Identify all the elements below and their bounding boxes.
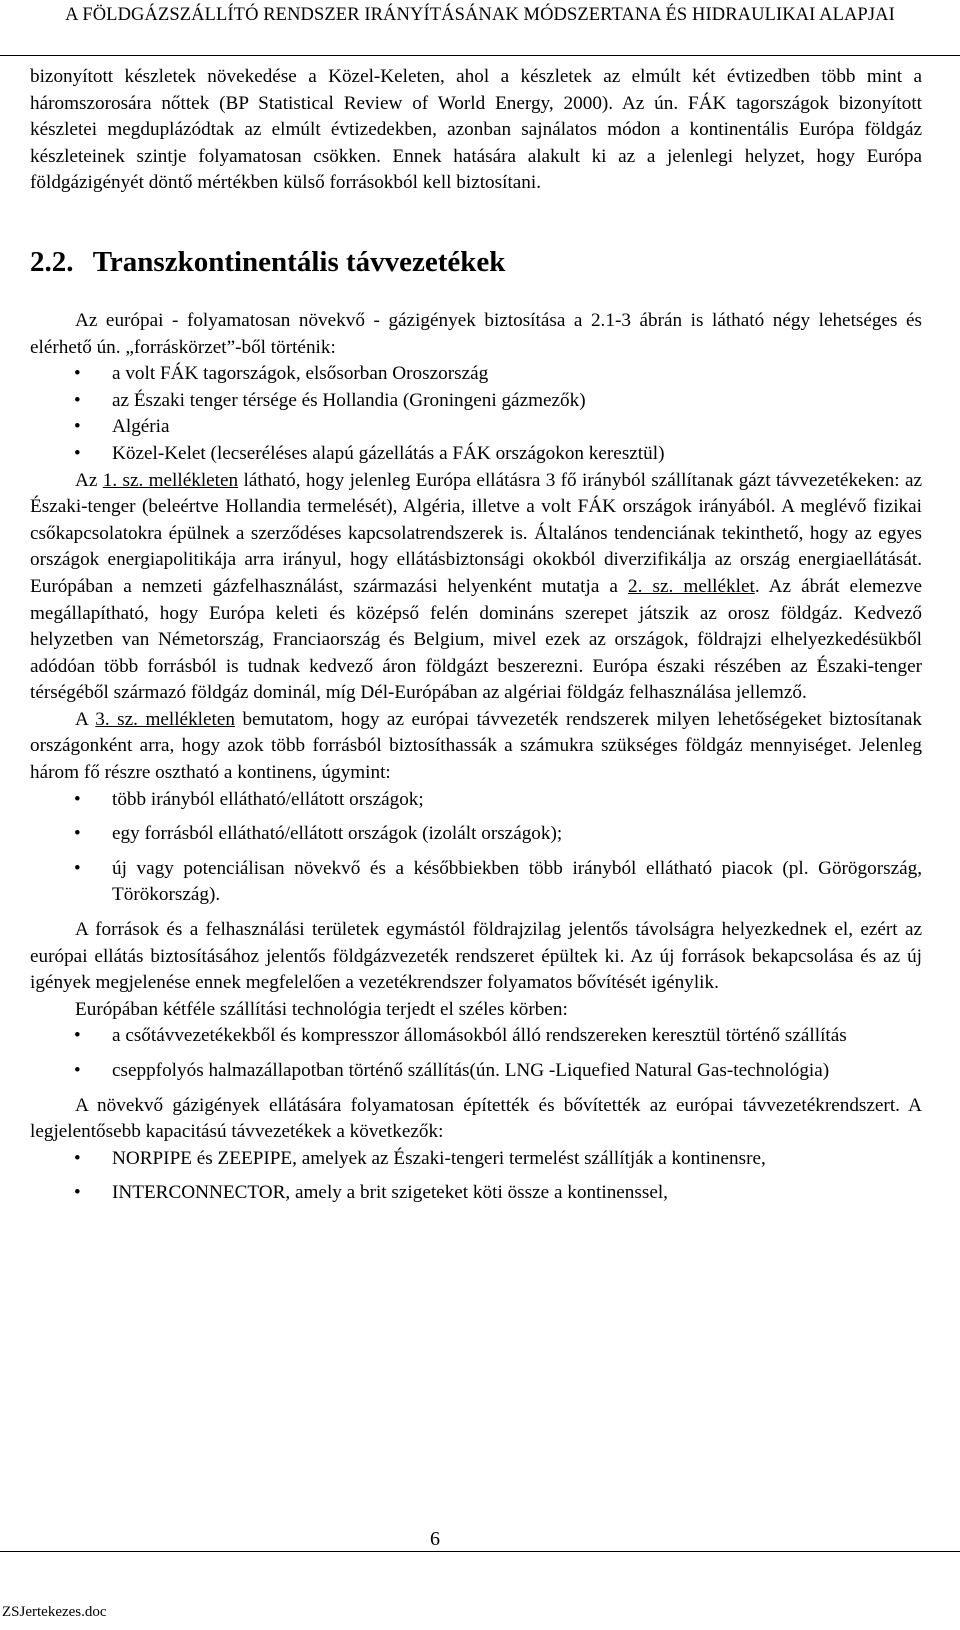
text-run: Az <box>75 469 103 491</box>
transport-technology-list <box>30 1023 922 1084</box>
text-run: látható, hogy jelenleg Európa ellátásra 3 fő irányból szállítanak gázt távvezetékeken: az Északi-tenger (beleértve Hollandia termelését), Algéria, illetve a volt FÁK országok irányából. A meglévő fizikai csőkapcsolatokra épülnek a szerződéses kapcsolatrendszerek is. Általános tendenciának tekinthető, hogy az egyes országok energiapolitikája arra irányul, hogy ellátásbiztonsági okokból diverzifikálja az ország energiaellátását. Európában a nemzeti gázfelhasználást, származási helyenként mutatja a <box>30 469 922 597</box>
list-item: • cseppfolyós halmazállapotban történő szállítás(ún. LNG -Liquefied Natural Gas-technológia) <box>30 1058 922 1085</box>
list-item: • NORPIPE és ZEEPIPE, amelyek az Északi-tengeri termelést szállítják a kontinensre, <box>30 1146 922 1173</box>
footer-filename: ZSJertekezes.doc <box>2 1604 107 1620</box>
list-item: • az Északi tenger térsége és Hollandia (Groningeni gázmezők) <box>30 388 922 415</box>
list-item: • új vagy potenciálisan növekvő és a későbbiekben több irányból ellátható piacok (pl. Görögország, Törökország). <box>30 856 922 909</box>
section-heading <box>30 245 922 279</box>
section-title: Transzkontinentális távvezetékek <box>92 245 506 278</box>
running-header: A FÖLDGÁZSZÁLLÍTÓ RENDSZER IRÁNYÍTÁSÁNAK MÓDSZERTANA ÉS HIDRAULIKAI ALAPJAI <box>0 0 960 56</box>
list-item: • Közel-Kelet (lecseréléses alapú gázellátás a FÁK országokon keresztül) <box>30 441 922 468</box>
pipeline-list <box>30 1146 922 1207</box>
paragraph-1: bizonyított készletek növekedése a Közel-Keleten, ahol a készletek az elmúlt két évtizedben több mint a háromszorosára nőttek (BP Statistical Review of World Energy, 2000). Az ún. FÁK tagországok bizonyított készletei megduplázódtak az elmúlt évtizedekben, azonban sajnálatos módon a kontinentális Európa földgáz készleteinek szintje folyamatosan csökken. Ennek hatására alakult ki az a jelenlegi helyzet, hogy Európa földgázigényét döntő mértékben külső forrásokból kell biztosítani. <box>30 66 922 194</box>
paragraph-6: Európában kétféle szállítási technológia terjedt el széles körben: <box>75 998 568 1020</box>
source-region-list <box>30 361 922 467</box>
country-group-list <box>30 787 922 909</box>
text-run: A <box>75 708 96 730</box>
list-item: • Algéria <box>30 414 922 441</box>
list-item: • több irányból ellátható/ellátott országok; <box>30 787 922 814</box>
list-item: • egy forrásból ellátható/ellátott országok (izolált országok); <box>30 821 922 848</box>
list-item: • INTERCONNECTOR, amely a brit szigeteket köti össze a kontinenssel, <box>30 1180 922 1207</box>
list-item: • a volt FÁK tagországok, elsősorban Oroszország <box>30 361 922 388</box>
appendix-1-link[interactable]: 1. sz. mellékleten <box>102 469 239 491</box>
paragraph-4 <box>30 707 922 787</box>
text-run: bemutatom, hogy az európai távvezeték rendszerek milyen lehetőségeket biztosítanak országonként arra, hogy azok több forrásból biztosíthassák a számukra szükséges földgáz mennyiséget. Jelenleg három fő részre osztható a kontinens, úgymint: <box>30 708 922 784</box>
list-item: • a csőtávvezetékekből és kompresszor állomásokból álló rendszereken keresztül történő szállítás <box>30 1023 922 1050</box>
text-run: . Az ábrát elemezve megállapítható, hogy Európa keleti és középső felén domináns szerepet játszik az orosz földgáz. Kedvező helyzetben van Németország, Franciaország és Belgium, mivel ezek az országok, földrajzi elhelyezkedésükből adódóan több forrásból is tudnak kedvező áron földgázt beszerezni. Európa északi részében az Északi-tenger térségéből származó földgáz dominál, míg Dél-Európában az algériai földgáz felhasználása jellemző. <box>30 575 922 704</box>
section-number: 2.2. <box>30 245 74 278</box>
paragraph-2: Az európai - folyamatosan növekvő - gázigények biztosítása a 2.1-3 ábrán is látható négy lehetséges és elérhető ún. „forráskörzet”-ből történik: <box>30 309 922 358</box>
appendix-2-link[interactable]: 2. sz. melléklet <box>628 575 755 597</box>
page-body <box>30 64 922 1215</box>
footer-divider <box>0 1551 960 1552</box>
page-number: 6 <box>430 1528 440 1550</box>
paragraph-7: A növekvő gázigények ellátására folyamatosan építették és bővítették az európai távvezetékrendszert. A legjelentősebb kapacitású távvezetékek a következők: <box>30 1094 922 1143</box>
paragraph-3 <box>30 468 922 707</box>
paragraph-5: A források és a felhasználási területek egymástól földrajzilag jelentős távolságra helyezkednek el, ezért az európai ellátás biztosításához jelentős földgázvezeték rendszeret épültek ki. Az új források bekapcsolása és az új igények megjelenése ennek megfelelően a vezetékrendszer folyamatos bővítését igénylik. <box>30 919 922 994</box>
appendix-3-link[interactable]: 3. sz. mellékleten <box>95 708 235 730</box>
